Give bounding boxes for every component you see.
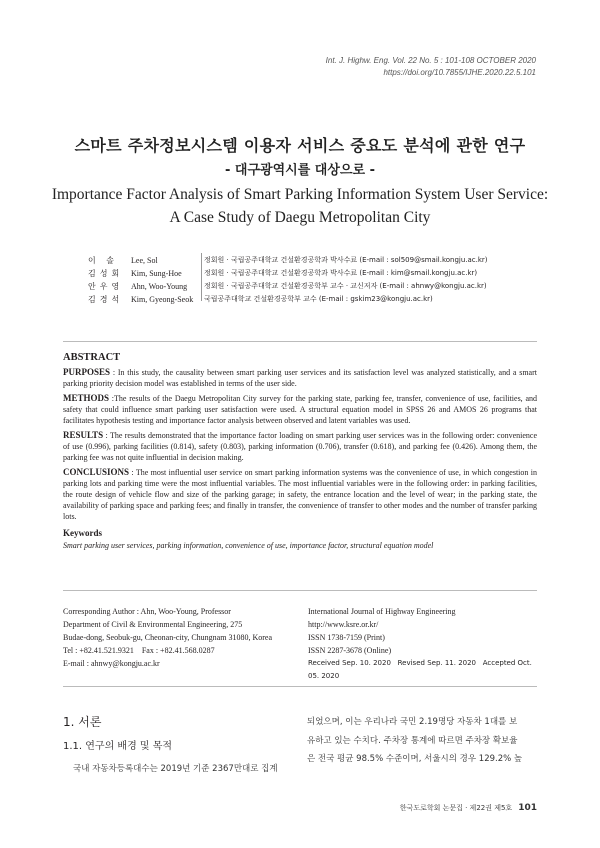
author-korean-name: 김성회 (88, 269, 124, 278)
journal-url[interactable]: http://www.ksre.or.kr/ (308, 620, 379, 629)
manuscript-dates (308, 657, 538, 683)
author-english-name: Kim, Gyeong-Seok (131, 295, 194, 304)
issn-print: ISSN 1738-7159 (Print) (308, 633, 385, 642)
methods-text: :The results of the Daegu Metropolitan City survey for the parking state, parking fee, transfer, convenience of use, facilities, and safety that could influence smart parking user satisfaction were used. A structural equation model in SPSS 26 and AMOS 26 programs that facilitates hypothesis testing and importance factor analysis between observed and latent variables was used. (63, 394, 537, 425)
conclusions-text: : The most influential user service on smart parking information systems was the convenience of use, in which congestion in parking lots and parking time were the most influential variables. The most influential variables were in the following order: in parking facilities, the route design of vehicle flow and size of the parking garage; in safety, the entrance location and the level of wear; in the parking state, the availability of parking space and parking fees; and finally in transfer, the convenience of transfer to other modes and the number of transfer parking lots. (63, 468, 537, 521)
accepted-label: Accepted (482, 659, 516, 667)
department: Department of Civil & Environmental Engineering, 275 (63, 620, 243, 629)
conclusions-label: CONCLUSIONS (63, 467, 130, 477)
author-affiliation: 국립공주대학교 건설환경공학부 교수 (E-mail : gskim23@kongju.ac.kr) (204, 295, 433, 303)
accepted-date: Oct. 05. 2020 (308, 659, 532, 680)
author-english-name: Kim, Sung-Hoe (131, 269, 182, 278)
author-affiliation: 정회원 · 국립공주대학교 건설환경공학과 박사수료 (E-mail : sol509@smail.kongju.ac.kr) (204, 256, 488, 264)
english-title-line1: Importance Factor Analysis of Smart Parking Information System User Service: (51, 186, 549, 203)
page-number: 101 (518, 803, 537, 813)
korean-subtitle: - 대구광역시를 대상으로 - (225, 163, 375, 178)
body-top-rule (63, 686, 537, 687)
conclusions-paragraph (63, 467, 537, 522)
doi-link[interactable]: https://doi.org/10.7855/IJHE.2020.22.5.101 (383, 68, 536, 77)
author-english-name: Lee, Sol (131, 256, 158, 265)
english-title-line2: A Case Study of Daegu Metropolitan City (169, 209, 431, 226)
keywords-text: Smart parking user services, parking information, convenience of use, importance factor, structural equation model (63, 541, 434, 550)
keywords-heading: Keywords (63, 528, 102, 538)
results-label: RESULTS (63, 430, 104, 440)
revised-label: Revised (397, 659, 425, 667)
subsection-heading-background: 1.1. 연구의 배경 및 목적 (63, 741, 173, 752)
abstract-section (63, 352, 537, 551)
address: Budae-dong, Seobuk-gu, Cheonan-city, Chungnam 31080, Korea (63, 633, 272, 642)
corr-email[interactable]: E-mail : ahnwy@kongju.ac.kr (63, 659, 160, 668)
author-affiliation: 정회원 · 국립공주대학교 건설환경공학부 교수 · 교신저자 (E-mail : ahnwy@kongju.ac.kr) (204, 282, 487, 290)
author-affiliation: 정회원 · 국립공주대학교 건설환경공학과 박사수료 (E-mail : kim@smail.kongju.ac.kr) (204, 269, 478, 277)
author-english-name: Ahn, Woo-Young (131, 282, 188, 291)
footer-journal-issue: 한국도로학회 논문집 · 제22권 제5호 (399, 804, 513, 812)
body-left-paragraph: 국내 자동차등록대수는 2019년 기준 2367만대로 집계 (73, 764, 278, 774)
body-right-line: 되었으며, 이는 우리나라 국민 2.19명당 자동차 1대를 보 (307, 717, 518, 727)
korean-title: 스마트 주차정보시스템 이용자 서비스 중요도 분석에 관한 연구 (74, 136, 526, 155)
received-date: Sep. 10. 2020 (342, 659, 391, 667)
body-right-line: 유하고 있는 수치다. 주차장 통계에 따르면 주차장 확보율 (307, 735, 518, 746)
purposes-paragraph (63, 367, 537, 389)
journal-name: International Journal of Highway Engineering (308, 607, 456, 616)
abstract-bottom-rule (63, 590, 537, 591)
results-text: : The results demonstrated that the importance factor loading on smart parking user services was in the following order: convenience of use (0.996), parking facilities (0.814), safety (0.803), parking information (0.706), transfer (0.618), and parking fee (0.426). Among them, the parking fee was not quite influential in decision making. (63, 431, 537, 462)
abstract-heading: ABSTRACT (63, 352, 121, 363)
author-korean-name: 안우영 (88, 282, 124, 291)
author-divider (201, 253, 202, 301)
body-right-paragraph (307, 713, 537, 769)
revised-date: Sep. 11. 2020 (427, 659, 477, 667)
section-heading-introduction: 1. 서론 (63, 715, 102, 729)
correspondence-block (63, 605, 303, 670)
author-korean-name: 이 솔 (88, 256, 118, 265)
author-korean-name: 김경석 (88, 295, 124, 304)
methods-paragraph (63, 393, 537, 426)
citation: Int. J. Highw. Eng. Vol. 22 No. 5 : 101-108 OCTOBER 2020 (325, 56, 536, 65)
journal-info-block (308, 605, 538, 683)
corresponding-author: Corresponding Author : Ahn, Woo-Young, Professor (63, 607, 231, 616)
page-footer (400, 803, 537, 813)
tel-fax: Tel : +82.41.521.9321 Fax : +82.41.568.0287 (63, 646, 215, 655)
abstract-top-rule (63, 341, 537, 342)
issn-online: ISSN 2287-3678 (Online) (308, 646, 392, 655)
purposes-label: PURPOSES (63, 367, 111, 377)
methods-label: METHODS (63, 393, 110, 403)
body-right-line: 은 전국 평균 98.5% 수준이며, 서울시의 경우 129.2% 높 (307, 754, 523, 764)
purposes-text: : In this study, the causality between smart parking user services and its satisfaction level was analyzed statistically, and a smart parking priority decision model was established in terms of the user side. (63, 368, 537, 388)
english-title (0, 183, 600, 229)
journal-header (326, 55, 536, 79)
results-paragraph (63, 430, 537, 463)
received-label: Received (308, 659, 340, 667)
